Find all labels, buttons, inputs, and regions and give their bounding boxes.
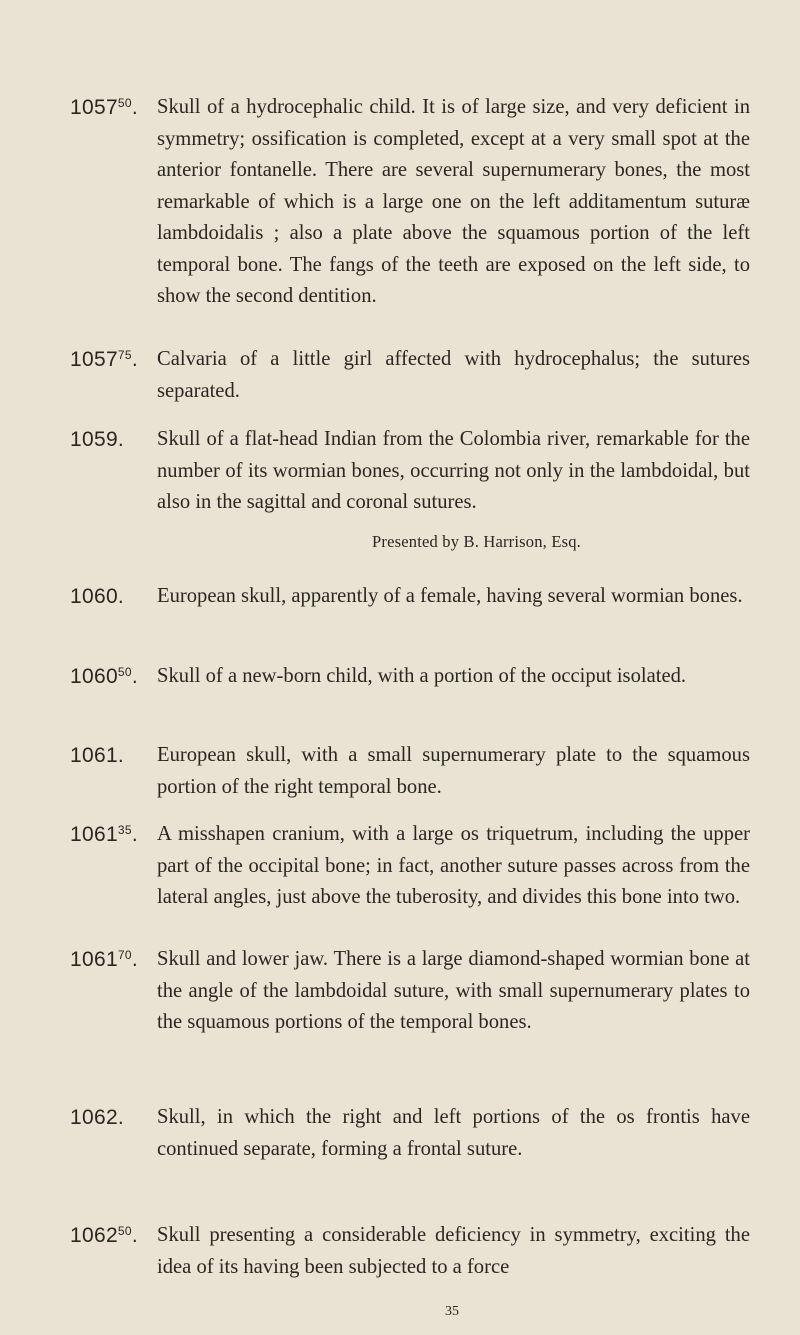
entry-text: Skull and lower jaw. There is a large diamond-shaped wormian bone at the angle of the lambdoidal suture, with small supernumerary plates to the squamous portions of the temporal bones. xyxy=(157,948,750,1033)
catalogue-entry-1062 xyxy=(70,1102,750,1165)
entry-text: Skull of a flat-head Indian from the Colombia river, remarkable for the number of its wormian bones, occurring not only in the lambdoidal, but also in the sagittal and coronal sutures. xyxy=(157,428,750,513)
entry-number: 1062. xyxy=(70,1106,125,1129)
catalogue-entry-1061 xyxy=(70,740,750,803)
entry-number: 1062$^{50}$. xyxy=(70,1224,139,1247)
catalogue-entry-1057-50 xyxy=(70,92,750,313)
entry-text: Skull, in which the right and left portions of the os frontis have continued separate, forming a frontal suture. xyxy=(157,1106,750,1160)
entry-number: 1061$^{35}$. xyxy=(70,823,139,846)
entry-text: European skull, apparently of a female, having several wormian bones. xyxy=(157,585,743,607)
catalogue-entry-1059 xyxy=(70,424,750,519)
entry-number: 1061$^{70}$. xyxy=(70,948,139,971)
catalogue-entry-1062-50 xyxy=(70,1220,750,1283)
entry-text: Skull of a hydrocephalic child. It is of large size, and very deficient in symmetry; ossification is completed, except at a very small spot at the anterior fontanelle. There are several supernumerary bones, the most remarkable of which is a large one on the left additamentum suturæ lambdoidalis ; also a plate above the squamous portion of the left temporal bone. The fangs of the teeth are exposed on the left side, to show the second dentition. xyxy=(157,96,750,307)
catalogue-entry-1061-35 xyxy=(70,819,750,914)
entry-number: 1059. xyxy=(70,428,125,451)
entry-text: Skull presenting a considerable deficiency in symmetry, exciting the idea of its having been subjected to a force xyxy=(157,1224,750,1278)
catalogue-entry-1061-70 xyxy=(70,944,750,1039)
entry-text: Skull of a new-born child, with a portion of the occiput isolated. xyxy=(157,665,687,687)
page-number: 35 xyxy=(445,1304,459,1319)
catalogue-entry-1060 xyxy=(70,581,750,613)
entry-text: European skull, with a small supernumerary plate to the squamous portion of the right temporal bone. xyxy=(157,744,750,798)
entry-number: 1060$^{50}$. xyxy=(70,665,139,688)
entry-number: 1061. xyxy=(70,744,125,767)
entry-text: A misshapen cranium, with a large os triquetrum, including the upper part of the occipital bone; in fact, another suture passes across from the lateral angles, just above the tuberosity, and divides this bone into two. xyxy=(157,823,750,908)
presented-by-note: Presented by B. Harrison, Esq. xyxy=(372,532,582,551)
entry-text: Calvaria of a little girl affected with hydrocephalus; the sutures separated. xyxy=(157,348,750,402)
entry-number: 1057$^{50}$. xyxy=(70,96,139,119)
catalogue-entry-1057-75 xyxy=(70,344,750,407)
entry-number: 1060. xyxy=(70,585,125,608)
catalogue-entry-1060-50 xyxy=(70,661,750,693)
entry-number: 1057$^{75}$. xyxy=(70,348,139,371)
